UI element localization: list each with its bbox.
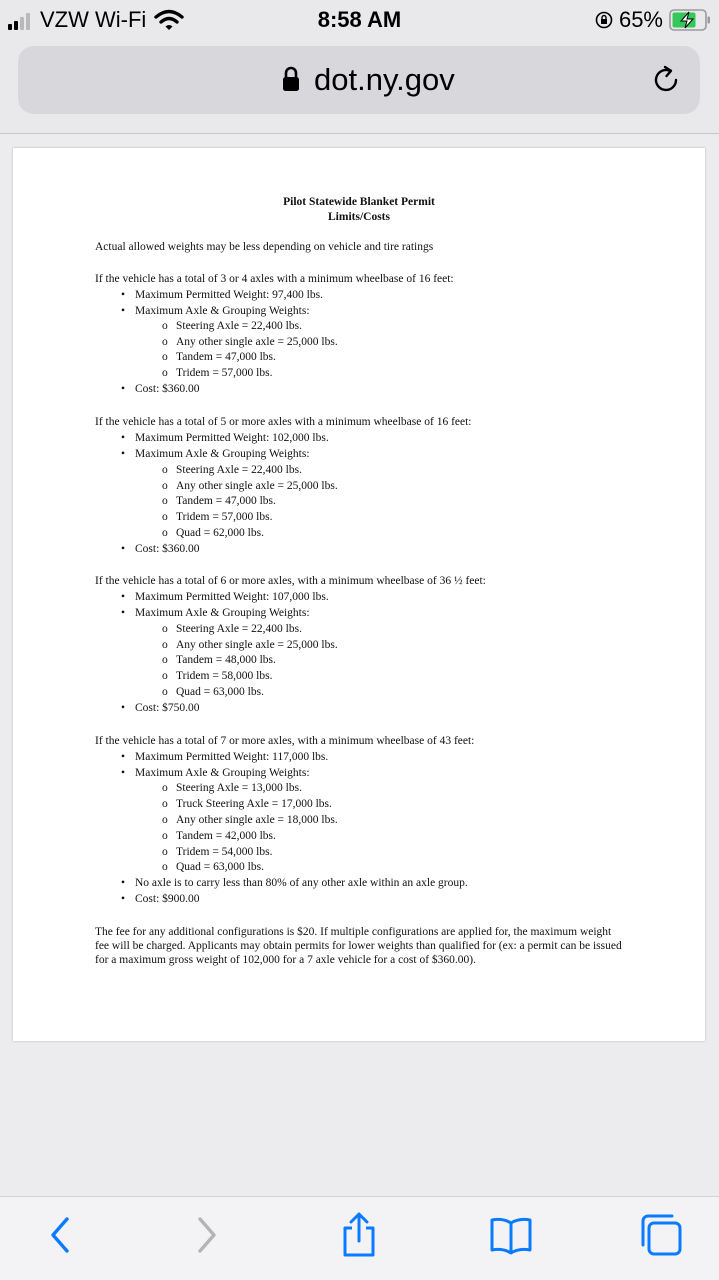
list-item: • Maximum Axle & Grouping Weights: [121,607,310,619]
list-item: o Steering Axle = 22,400 lbs. [162,320,302,332]
list-item: o Steering Axle = 22,400 lbs. [162,623,302,635]
list-item: • Maximum Axle & Grouping Weights: [121,767,310,779]
list-item: • No axle is to carry less than 80% of any other axle within an axle group. [121,877,468,889]
status-right [595,6,711,34]
list-item: o Truck Steering Axle = 17,000 lbs. [162,798,332,810]
document-subtitle: Limits/Costs [328,211,390,223]
reload-icon[interactable] [650,64,682,96]
list-item: o Steering Axle = 22,400 lbs. [162,464,302,476]
list-item: o Any other single axle = 25,000 lbs. [162,480,338,492]
list-item: o Any other single axle = 18,000 lbs. [162,814,338,826]
list-item: o Tridem = 54,000 lbs. [162,846,273,858]
section-heading: If the vehicle has a total of 7 or more axles, with a minimum wheelbase of 43 feet: [95,735,475,747]
closing-paragraph: The fee for any additional configurations is $20. If multiple configurations are applied for, the maximum weight fee will be charged. Applicants may obtain permits for lower weights than qualified for (ex: a permit can be issued for a maximum gross weight of 102,000 for a 7 axle vehicle for a cost of $360.00). [95,926,622,967]
list-item: • Maximum Axle & Grouping Weights: [121,305,310,317]
share-button[interactable] [335,1211,383,1259]
address-bar[interactable] [18,46,700,114]
list-item: • Maximum Permitted Weight: 97,400 lbs. [121,289,323,301]
list-item: o Tandem = 48,000 lbs. [162,654,276,666]
safari-toolbar [0,1196,719,1280]
list-item: • Cost: $360.00 [121,383,200,395]
section-heading: If the vehicle has a total of 5 or more axles with a minimum wheelbase of 16 feet: [95,416,472,428]
status-time: 8:58 AM [317,7,402,32]
intro-text: Actual allowed weights may be less depending on vehicle and tire ratings [95,241,434,253]
url-domain[interactable]: dot.ny.gov [314,62,455,97]
document-title: Pilot Statewide Blanket Permit [283,196,435,208]
lock-icon [281,66,301,92]
list-item: • Maximum Permitted Weight: 117,000 lbs. [121,751,329,763]
list-item: o Tandem = 42,000 lbs. [162,830,276,842]
list-item: o Tandem = 47,000 lbs. [162,351,276,363]
list-item: o Tridem = 57,000 lbs. [162,367,273,379]
tabs-button[interactable] [637,1211,685,1259]
forward-button[interactable] [183,1211,231,1259]
list-item: o Tandem = 47,000 lbs. [162,495,276,507]
list-item: o Any other single axle = 25,000 lbs. [162,336,338,348]
list-item: • Maximum Axle & Grouping Weights: [121,448,310,460]
pdf-page [13,148,705,1041]
back-button[interactable] [36,1211,84,1259]
list-item: o Any other single axle = 25,000 lbs. [162,639,338,651]
list-item: • Cost: $900.00 [121,893,200,905]
battery-percent: 65% [618,7,663,32]
section-heading: If the vehicle has a total of 3 or 4 axles with a minimum wheelbase of 16 feet: [95,273,454,285]
list-item: o Quad = 62,000 lbs. [162,527,264,539]
share-icon [339,1212,379,1258]
list-item: o Tridem = 58,000 lbs. [162,670,273,682]
carrier-label: VZW Wi-Fi [40,7,147,32]
list-item: o Quad = 63,000 lbs. [162,686,264,698]
battery-charging-icon [669,9,711,31]
web-content [0,134,719,1196]
bookmarks-button[interactable] [487,1211,535,1259]
list-item: • Maximum Permitted Weight: 107,000 lbs. [121,591,329,603]
list-item: • Cost: $360.00 [121,543,200,555]
list-item: o Steering Axle = 13,000 lbs. [162,782,302,794]
section-heading: If the vehicle has a total of 6 or more axles, with a minimum wheelbase of 36 ½ feet: [95,575,486,587]
orientation-lock-icon [595,11,613,29]
list-item: o Quad = 63,000 lbs. [162,861,264,873]
list-item: o Tridem = 57,000 lbs. [162,511,273,523]
bookmarks-book-icon [489,1215,533,1255]
tabs-icon [639,1213,683,1257]
back-arrow-icon [45,1215,75,1255]
forward-arrow-icon [192,1215,222,1255]
status-bar [0,0,719,42]
list-item: • Maximum Permitted Weight: 102,000 lbs. [121,432,329,444]
list-item: • Cost: $750.00 [121,702,200,714]
